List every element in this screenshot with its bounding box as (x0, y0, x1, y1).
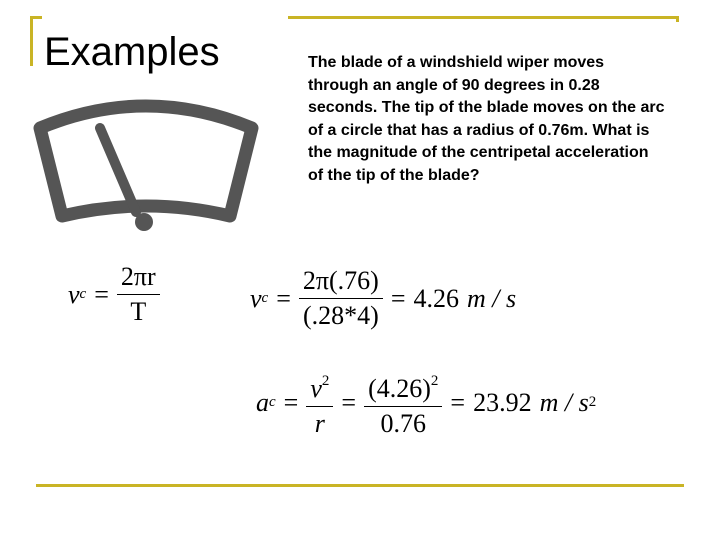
eq3-fraction-1 (306, 366, 333, 439)
eq1-lhs: v (68, 279, 80, 309)
slide-title: Examples (44, 30, 220, 74)
eq1-denominator: T (130, 297, 147, 326)
eq3-equals-3: = (450, 387, 466, 417)
eq3-numerator-2-exponent: 2 (430, 373, 439, 389)
left-accent-line (30, 16, 33, 66)
eq2-unit: m / s (467, 283, 517, 313)
eq3-lhs: a (256, 387, 269, 417)
windshield-wiper-icon (28, 92, 264, 240)
eq3-numerator-1-base: v (310, 374, 322, 403)
eq2-lhs-sub: c (261, 290, 269, 306)
eq3-equals-2: = (341, 387, 357, 417)
eq3-fraction-2 (364, 366, 442, 439)
eq3-result: 23.92 (473, 387, 532, 417)
eq3-numerator-2-base: (4.26) (368, 374, 431, 403)
eq2-equals: = (276, 283, 291, 313)
bottom-accent-line (36, 484, 684, 487)
eq3-denominator-1-text: r (314, 409, 325, 438)
equation-velocity-formula (68, 262, 160, 327)
eq1-lhs-sub: c (79, 286, 87, 302)
eq2-result: 4.26 (413, 283, 460, 313)
equation-acceleration-calculation (256, 366, 596, 439)
eq1-fraction (117, 262, 160, 327)
eq1-equals: = (94, 279, 109, 309)
eq2-lhs: v (250, 283, 262, 313)
eq3-unit: m / s (539, 387, 589, 417)
eq1-numerator: 2πr (117, 262, 160, 295)
right-accent-tick (676, 16, 679, 22)
eq3-numerator-2 (364, 366, 442, 407)
problem-text: The blade of a windshield wiper moves through an angle of 90 degrees in 0.28 seconds. The tip of the blade moves on the arc of a circle that has a radius of 0.76m. What is the magnitude of the centripetal acceleration of the tip of the blade? (308, 54, 665, 184)
top-accent-line (288, 16, 678, 19)
eq3-lhs-sub: c (269, 394, 276, 410)
eq2-equals-2: = (390, 283, 406, 313)
eq3-numerator-1-exponent: 2 (321, 373, 330, 389)
eq3-numerator-1 (306, 366, 333, 407)
eq2-denominator: (.28*4) (302, 301, 379, 330)
eq2-numerator: 2π(.76) (299, 266, 383, 299)
eq3-equals: = (283, 387, 299, 417)
eq3-denominator-1 (311, 407, 329, 439)
eq3-unit-exponent: 2 (588, 394, 597, 410)
eq2-fraction (299, 266, 383, 331)
eq3-denominator-2: 0.76 (380, 409, 426, 438)
equation-velocity-calculation (250, 266, 516, 331)
